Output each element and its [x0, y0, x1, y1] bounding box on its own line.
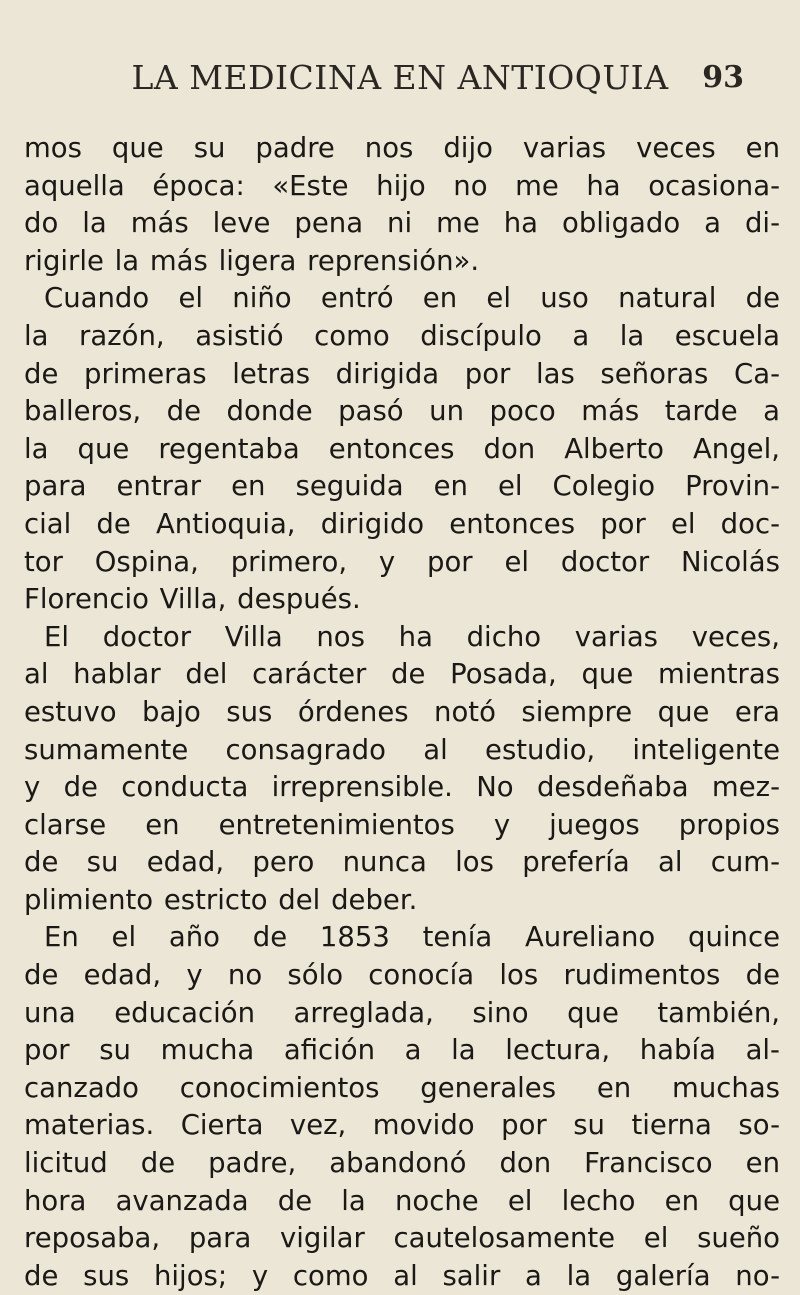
- text-line: de primeras letras dirigida por las señoras Ca-: [24, 357, 780, 390]
- text-line: reposaba, para vigilar cautelosamente el sueño: [24, 1222, 780, 1255]
- text-line: hora avanzada de la noche el lecho en que: [24, 1184, 780, 1217]
- running-title: LA MEDICINA EN ANTIOQUIA: [131, 58, 669, 97]
- text-line: materias. Cierta vez, movido por su tierna so-: [24, 1109, 780, 1142]
- text-line: y de conducta irreprensible. No desdeñaba mez-: [24, 771, 780, 804]
- text-line: aquella época: «Este hijo no me ha ocasiona-: [24, 169, 780, 202]
- text-line: al hablar del carácter de Posada, que mientras: [24, 658, 780, 691]
- text-line: sumamente consagrado al estudio, inteligente: [24, 733, 780, 766]
- text-line: rigirle la más ligera reprensión».: [24, 244, 480, 277]
- text-line: clarse en entretenimientos y juegos propios: [24, 808, 780, 841]
- page-number: 93: [702, 60, 744, 95]
- text-line: una educación arreglada, sino que también,: [24, 996, 780, 1029]
- text-line: para entrar en seguida en el Colegio Provin-: [24, 470, 780, 503]
- text-line: de sus hijos; y como al salir a la galería no-: [24, 1259, 780, 1292]
- text-line: la que regentaba entonces don Alberto Angel,: [24, 432, 780, 465]
- text-line: balleros, de donde pasó un poco más tarde a: [24, 395, 780, 428]
- text-line: Cuando el niño entró en el uso natural de: [44, 282, 780, 315]
- text-line: En el año de 1853 tenía Aureliano quince: [44, 921, 780, 954]
- text-line: El doctor Villa nos ha dicho varias veces,: [44, 620, 780, 653]
- text-line: licitud de padre, abandonó don Francisco en: [24, 1147, 780, 1180]
- text-line: mos que su padre nos dijo varias veces en: [24, 132, 780, 164]
- text-line: do la más leve pena ni me ha obligado a di-: [24, 207, 780, 240]
- page-header: [0, 58, 800, 106]
- text-line: la razón, asistió como discípulo a la escuela: [24, 319, 780, 352]
- text-line: canzado conocimientos generales en muchas: [24, 1071, 780, 1104]
- text-line: por su mucha afición a la lectura, había al-: [24, 1034, 780, 1067]
- text-line: estuvo bajo sus órdenes notó siempre que era: [24, 695, 780, 728]
- text-line: tor Ospina, primero, y por el doctor Nicolás: [24, 545, 780, 578]
- text-line: de su edad, pero nunca los prefería al cum-: [24, 846, 780, 879]
- text-line: cial de Antioquia, dirigido entonces por el doc-: [24, 507, 780, 540]
- text-line: de edad, y no sólo conocía los rudimentos de: [24, 959, 780, 992]
- text-line: Florencio Villa, después.: [24, 583, 361, 616]
- body-text: [24, 130, 780, 1295]
- text-line: plimiento estricto del deber.: [24, 883, 418, 916]
